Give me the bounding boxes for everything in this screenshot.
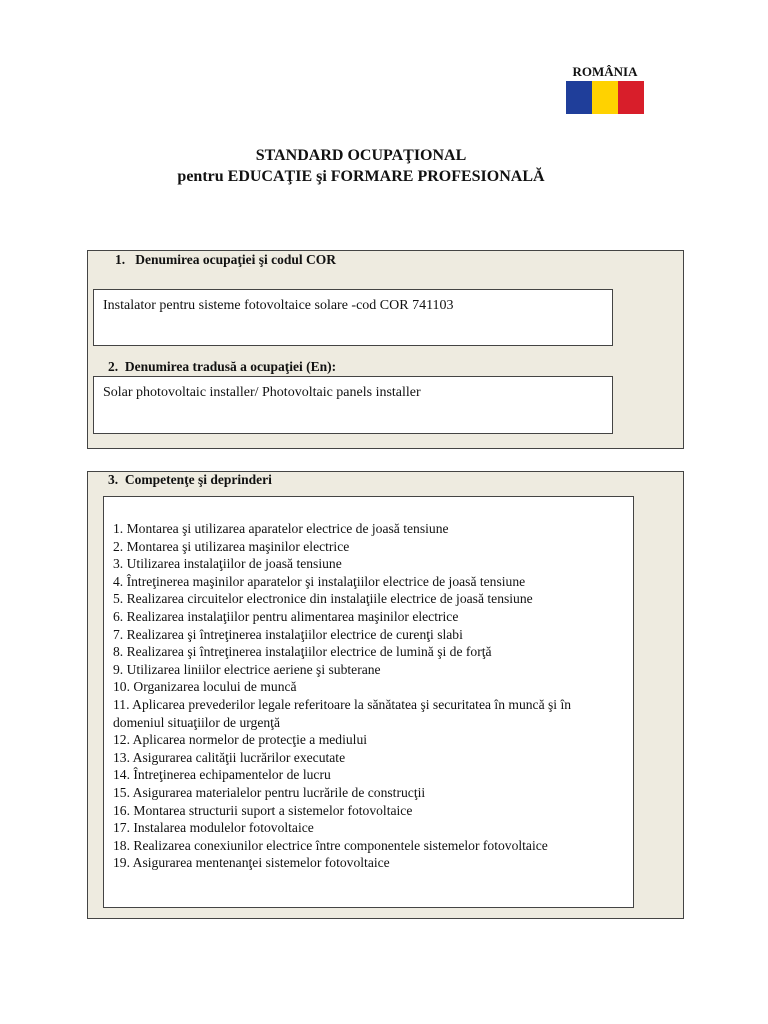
list-item: 2. Montarea şi utilizarea maşinilor electrice [113, 538, 350, 554]
competences-list [103, 496, 634, 908]
flag-stripe-yellow [592, 81, 618, 114]
list-item: 9. Utilizarea liniilor electrice aeriene şi subterane [113, 661, 381, 677]
list-item: 13. Asigurarea calităţii lucrărilor executate [113, 749, 346, 765]
list-item: 19. Asigurarea mentenanţei sistemelor fotovoltaice [113, 855, 390, 871]
section2-number: 2. [108, 359, 119, 374]
list-item: 8. Realizarea şi întreţinerea instalaţiilor electrice de lumină şi de forţă [113, 644, 492, 660]
list-item: 3. Utilizarea instalaţiilor de joasă tensiune [113, 556, 342, 572]
section3-number: 3. [108, 472, 119, 487]
section3-heading [108, 472, 272, 488]
list-item: 12. Aplicarea normelor de protecţie a mediului [113, 732, 368, 748]
section2-title: Denumirea tradusă a ocupaţiei (En): [124, 359, 337, 374]
list-item: 10. Organizarea locului de muncă [113, 679, 297, 695]
translated-occupation-field: Solar photovoltaic installer/ Photovoltaic panels installer [93, 376, 613, 434]
list-item: 6. Realizarea instalaţiilor pentru alimentarea maşinilor electrice [113, 608, 459, 624]
document-title: STANDARD OCUPAŢIONAL [255, 147, 467, 164]
flag-stripe-red [618, 81, 644, 114]
list-item: 5. Realizarea circuitelor electronice din instalaţiile electrice de joasă tensiune [113, 591, 533, 607]
country-label: ROMÂNIA [572, 64, 638, 79]
section3-title: Competenţe şi deprinderi [124, 472, 272, 487]
list-item: 4. Întreţinerea maşinilor aparatelor şi instalaţiilor electrice de joasă tensiune [113, 573, 526, 589]
document-subtitle: pentru EDUCAŢIE şi FORMARE PROFESIONALĂ [177, 168, 545, 185]
list-item: 1. Montarea şi utilizarea aparatelor electrice de joasă tensiune [113, 521, 449, 536]
section1-heading [115, 252, 336, 268]
list-item: 14. Întreţinerea echipamentelor de lucru [113, 767, 331, 783]
flag-stripe-blue [566, 81, 592, 114]
list-item: 16. Montarea structurii suport a sistemelor fotovoltaice [113, 802, 413, 818]
section2-heading [108, 359, 336, 375]
occupation-code-field: Instalator pentru sisteme fotovoltaice solare -cod COR 741103 [93, 289, 613, 346]
section1-title: Denumirea ocupaţiei şi codul COR [135, 252, 337, 267]
romania-flag-icon [566, 81, 644, 114]
list-item: 7. Realizarea şi întreţinerea instalaţiilor electrice de curenţi slabi [113, 626, 463, 642]
list-item: 15. Asigurarea materialelor pentru lucrările de construcţii [113, 784, 426, 800]
list-item: 11. Aplicarea prevederilor legale referitoare la sănătatea şi securitatea în muncă şi în domeniul situaţiilor de urgenţă [113, 696, 572, 730]
section1-number: 1. [115, 252, 126, 267]
list-item: 18. Realizarea conexiunilor electrice între componentele sistemelor fotovoltaice [113, 837, 548, 853]
list-item: 17. Instalarea modulelor fotovoltaice [113, 820, 314, 836]
